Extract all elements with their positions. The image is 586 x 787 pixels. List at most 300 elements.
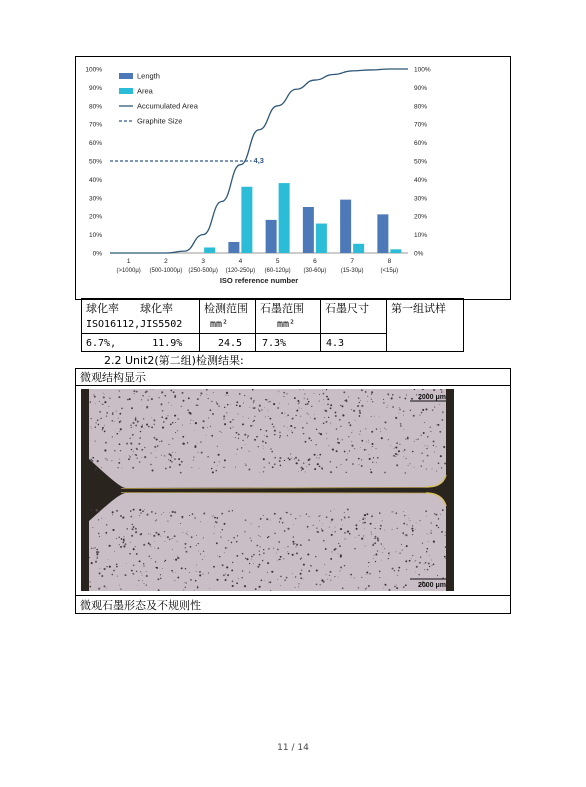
graphite-particle — [203, 551, 204, 552]
graphite-particle — [374, 542, 376, 544]
bar-area — [279, 183, 290, 253]
graphite-particle — [379, 577, 380, 578]
graphite-particle — [183, 532, 184, 533]
graphite-particle — [347, 531, 349, 533]
graphite-particle — [230, 427, 231, 428]
graphite-particle — [140, 431, 141, 432]
graphite-particle — [377, 539, 378, 540]
graphite-particle — [170, 390, 172, 392]
graphite-particle — [185, 547, 186, 548]
graphite-particle — [172, 549, 173, 550]
graphite-particle — [330, 580, 331, 581]
graphite-particle — [263, 446, 264, 447]
graphite-particle — [236, 582, 238, 584]
graphite-particle — [425, 562, 427, 564]
graphite-particle — [359, 402, 360, 403]
graphite-particle — [126, 563, 127, 564]
graphite-particle — [245, 558, 246, 559]
micrograph-edge-bottom — [121, 493, 426, 494]
legend-label: Graphite Size — [137, 116, 183, 126]
graphite-particle — [411, 398, 413, 400]
legend-label: Area — [137, 86, 153, 96]
graphite-particle — [105, 532, 107, 534]
x-tick-label: 5 — [275, 258, 280, 265]
graphite-particle — [231, 569, 233, 571]
graphite-particle — [384, 428, 385, 429]
graphite-particle — [111, 460, 112, 461]
graphite-particle — [353, 410, 355, 412]
graphite-particle — [227, 404, 229, 406]
graphite-particle — [194, 517, 196, 519]
graphite-particle — [180, 523, 181, 524]
graphite-particle — [340, 426, 341, 427]
graphite-particle — [119, 390, 120, 391]
graphite-particle — [224, 552, 225, 553]
graphite-particle — [121, 538, 123, 540]
graphite-particle — [130, 438, 131, 439]
graphite-particle — [146, 406, 148, 408]
graphite-particle — [426, 469, 427, 470]
graphite-particle — [170, 515, 172, 517]
graphite-particle — [126, 443, 128, 445]
graphite-particle — [269, 401, 270, 402]
graphite-particle — [99, 572, 101, 574]
graphite-particle — [387, 393, 389, 395]
graphite-particle — [182, 425, 183, 426]
graphite-particle — [375, 561, 376, 562]
graphite-particle — [323, 399, 324, 400]
graphite-particle — [120, 515, 122, 517]
graphite-particle — [249, 572, 250, 573]
graphite-particle — [323, 393, 325, 395]
graphite-particle — [177, 577, 179, 579]
graphite-particle — [138, 580, 139, 581]
graphite-particle — [197, 586, 198, 587]
graphite-particle — [286, 416, 287, 417]
graphite-particle — [277, 560, 278, 561]
graphite-particle — [135, 418, 136, 419]
graphite-particle — [436, 525, 438, 527]
graphite-particle — [239, 393, 241, 395]
graphite-particle — [380, 428, 381, 429]
graphite-particle — [394, 570, 395, 571]
x-tick-sublabel: (<15μ) — [380, 268, 399, 274]
graphite-particle — [98, 533, 100, 535]
graphite-particle — [396, 552, 397, 553]
graphite-particle — [250, 538, 251, 539]
graphite-particle — [235, 467, 236, 468]
graphite-particle — [268, 582, 269, 583]
graphite-particle — [344, 512, 345, 513]
graphite-particle — [376, 462, 377, 463]
graphite-particle — [172, 422, 174, 424]
graphite-particle — [196, 404, 198, 406]
graphite-particle — [271, 571, 273, 573]
graphite-particle — [318, 433, 319, 434]
graphite-particle — [350, 424, 352, 426]
graphite-particle — [97, 556, 98, 557]
graphite-particle — [208, 418, 209, 419]
graphite-particle — [90, 459, 92, 461]
graphite-particle — [342, 439, 343, 440]
graphite-particle — [422, 409, 424, 411]
graphite-particle — [332, 519, 333, 520]
graphite-particle — [99, 472, 100, 473]
graphite-particle — [432, 410, 433, 411]
graphite-particle — [435, 514, 437, 516]
graphite-particle — [433, 389, 435, 391]
graphite-particle — [292, 554, 294, 556]
graphite-particle — [406, 458, 407, 459]
graphite-particle — [264, 467, 265, 468]
graphite-particle — [384, 421, 386, 423]
graphite-particle — [249, 407, 250, 408]
graphite-particle — [434, 407, 435, 408]
micrograph-upper-region — [89, 389, 446, 488]
graphite-particle — [133, 526, 135, 528]
graphite-particle — [392, 529, 393, 530]
graphite-particle — [404, 534, 405, 535]
graphite-particle — [220, 431, 221, 432]
graphite-particle — [437, 575, 438, 576]
graphite-particle — [298, 459, 300, 461]
graphite-particle — [358, 535, 359, 536]
graphite-particle — [296, 552, 298, 554]
graphite-particle — [426, 551, 427, 552]
graphite-particle — [372, 446, 373, 447]
graphite-particle — [223, 415, 225, 417]
legend-label: Accumulated Area — [137, 101, 198, 111]
graphite-particle — [197, 405, 198, 406]
graphite-particle — [210, 426, 211, 427]
graphite-particle — [351, 441, 352, 442]
graphite-particle — [342, 525, 343, 526]
graphite-particle — [185, 543, 187, 545]
graphite-particle — [394, 586, 396, 588]
graphite-particle — [441, 392, 442, 393]
graphite-particle — [223, 574, 225, 576]
graphite-particle — [135, 454, 137, 456]
graphite-particle — [290, 453, 291, 454]
graphite-particle — [328, 417, 329, 418]
graphite-particle — [347, 508, 349, 510]
graphite-particle — [330, 461, 332, 463]
graphite-particle — [293, 524, 294, 525]
graphite-particle — [180, 472, 182, 474]
graphite-particle — [251, 556, 253, 558]
graphite-particle — [182, 518, 183, 519]
graphite-particle — [444, 556, 446, 558]
graphite-particle — [303, 564, 305, 566]
graphite-particle — [263, 549, 264, 550]
graphite-particle — [228, 540, 229, 541]
graphite-particle — [329, 575, 330, 576]
graphite-particle — [309, 516, 310, 517]
graphite-particle — [349, 533, 351, 535]
x-tick-sublabel: (15-30μ) — [340, 268, 364, 274]
graphite-particle — [393, 512, 394, 513]
graphite-particle — [296, 544, 298, 546]
graphite-particle — [102, 518, 103, 519]
graphite-particle — [142, 457, 143, 458]
graphite-particle — [381, 437, 383, 439]
graphite-particle — [399, 397, 401, 399]
graphite-particle — [268, 416, 269, 417]
table1-header-sample-group: 第一组试样 — [391, 302, 446, 315]
graphite-particle — [238, 578, 239, 579]
graphite-particle — [267, 399, 268, 400]
graphite-particle — [201, 452, 203, 454]
graphite-particle — [119, 544, 120, 545]
graphite-particle — [360, 431, 361, 432]
graphite-particle — [381, 543, 382, 544]
graphite-particle — [232, 581, 234, 583]
graphite-particle — [385, 584, 387, 586]
graphite-particle — [256, 545, 258, 547]
graphite-particle — [91, 509, 93, 511]
graphite-particle — [245, 463, 246, 464]
graphite-particle — [235, 437, 236, 438]
y-tick-label-right: 0% — [414, 250, 424, 258]
graphite-particle — [154, 548, 155, 549]
graphite-particle — [377, 550, 378, 551]
graphite-particle — [410, 410, 411, 411]
graphite-particle — [247, 435, 248, 436]
graphite-particle — [153, 419, 155, 421]
graphite-particle — [327, 579, 328, 580]
graphite-particle — [186, 551, 188, 553]
graphite-particle — [131, 407, 133, 409]
graphite-particle — [368, 562, 369, 563]
graphite-particle — [362, 518, 364, 520]
graphite-particle — [274, 513, 276, 515]
graphite-particle — [97, 460, 99, 462]
graphite-particle — [99, 512, 100, 513]
graphite-particle — [194, 430, 195, 431]
graphite-particle — [119, 585, 120, 586]
graphite-particle — [405, 398, 407, 400]
graphite-particle — [287, 427, 288, 428]
graphite-particle — [269, 462, 270, 463]
graphite-particle — [170, 424, 172, 426]
graphite-particle — [286, 577, 288, 579]
y-tick-label-left: 90% — [88, 84, 102, 92]
graphite-particle — [189, 412, 191, 414]
graphite-particle — [403, 415, 404, 416]
graphite-particle — [102, 427, 104, 429]
graphite-particle — [398, 450, 400, 452]
graphite-particle — [157, 547, 159, 549]
graphite-particle — [344, 451, 346, 453]
table1-value-range: 24.5 — [218, 338, 243, 349]
graphite-particle — [273, 426, 275, 428]
graphite-particle — [382, 552, 383, 553]
graphite-particle — [405, 472, 406, 473]
graphite-particle — [146, 571, 147, 572]
graphite-particle — [309, 464, 311, 466]
graphite-particle — [102, 404, 103, 405]
graphite-particle — [224, 523, 226, 525]
graphite-particle — [441, 531, 443, 533]
graphite-particle — [228, 511, 229, 512]
graphite-particle — [361, 577, 362, 578]
graphite-particle — [388, 439, 389, 440]
graphite-particle — [330, 558, 332, 560]
graphite-particle — [268, 402, 269, 403]
graphite-particle — [156, 438, 158, 440]
graphite-particle — [203, 574, 204, 575]
graphite-particle — [175, 432, 176, 433]
graphite-particle — [296, 546, 297, 547]
graphite-particle — [120, 420, 121, 421]
graphite-particle — [306, 513, 307, 514]
graphite-particle — [144, 509, 145, 510]
graphite-particle — [259, 550, 260, 551]
graphite-particle — [415, 529, 416, 530]
graphite-particle — [226, 566, 228, 568]
graphite-particle — [156, 519, 157, 520]
graphite-particle — [187, 531, 188, 532]
graphite-particle — [431, 560, 432, 561]
graphite-particle — [314, 393, 315, 394]
graphite-particle — [361, 440, 363, 442]
graphite-particle — [211, 468, 213, 470]
graphite-particle — [393, 455, 395, 457]
graphite-particle — [279, 457, 281, 459]
graphite-particle — [430, 532, 432, 534]
graphite-particle — [279, 432, 281, 434]
graphite-particle — [96, 549, 98, 551]
graphite-particle — [332, 532, 333, 533]
graphite-particle — [197, 443, 198, 444]
graphite-particle — [165, 417, 167, 419]
graphite-particle — [412, 534, 413, 535]
graphite-particle — [99, 536, 100, 537]
graphite-particle — [222, 529, 223, 530]
graphite-particle — [137, 458, 138, 459]
graphite-particle — [400, 423, 402, 425]
graphite-particle — [140, 512, 142, 514]
graphite-particle — [332, 551, 333, 552]
graphite-particle — [236, 454, 237, 455]
graphite-particle — [137, 585, 138, 586]
graphite-particle — [434, 513, 435, 514]
graphite-particle — [155, 450, 156, 451]
graphite-particle — [143, 565, 144, 566]
graphite-particle — [119, 459, 120, 460]
graphite-particle — [161, 441, 162, 442]
graphite-particle — [212, 413, 214, 415]
graphite-particle — [303, 433, 305, 435]
graphite-particle — [280, 465, 282, 467]
graphite-particle — [268, 548, 270, 550]
graphite-particle — [330, 404, 332, 406]
graphite-particle — [318, 455, 319, 456]
graphite-particle — [129, 456, 130, 457]
graphite-particle — [264, 435, 265, 436]
graphite-particle — [242, 570, 243, 571]
graphite-particle — [284, 580, 285, 581]
graphite-particle — [123, 536, 124, 537]
graphite-particle — [290, 514, 291, 515]
graphite-particle — [399, 444, 400, 445]
graphite-particle — [132, 422, 134, 424]
graphite-particle — [371, 443, 373, 445]
graphite-particle — [429, 566, 430, 567]
graphite-particle — [441, 390, 442, 391]
graphite-particle — [339, 419, 341, 421]
graphite-particle — [196, 535, 197, 536]
graphite-particle — [256, 436, 258, 438]
graphite-particle — [216, 542, 218, 544]
graphite-particle — [426, 448, 427, 449]
graphite-particle — [292, 418, 294, 420]
graphite-particle — [403, 511, 404, 512]
graphite-particle — [269, 581, 271, 583]
table1-header-range-unit: mm² — [210, 319, 229, 330]
graphite-particle — [177, 557, 179, 559]
graphite-particle — [386, 407, 387, 408]
graphite-particle — [430, 431, 431, 432]
graphite-particle — [408, 518, 409, 519]
graphite-particle — [327, 398, 329, 400]
graphite-particle — [165, 541, 166, 542]
graphite-particle — [123, 545, 125, 547]
graphite-particle — [242, 423, 244, 425]
graphite-particle — [418, 574, 420, 576]
graphite-particle — [236, 541, 238, 543]
graphite-particle — [293, 543, 295, 545]
graphite-particle — [262, 560, 263, 561]
graphite-particle — [301, 557, 302, 558]
graphite-particle — [412, 530, 414, 532]
graphite-particle — [370, 471, 372, 473]
table1-value-spheroidization: 6.7%, 11.9% — [86, 338, 183, 349]
graphite-particle — [113, 570, 115, 572]
graphite-particle — [161, 403, 163, 405]
graphite-particle — [213, 566, 215, 568]
graphite-particle — [317, 463, 319, 465]
graphite-particle — [236, 405, 238, 407]
graphite-particle — [190, 420, 191, 421]
graphite-particle — [298, 583, 299, 584]
graphite-particle — [343, 391, 345, 393]
graphite-particle — [351, 409, 352, 410]
graphite-particle — [421, 412, 423, 414]
graphite-particle — [344, 565, 346, 567]
graphite-particle — [395, 417, 397, 419]
graphite-particle — [307, 413, 308, 414]
x-tick-label: 2 — [164, 258, 168, 265]
graphite-particle — [399, 407, 400, 408]
graphite-particle — [130, 442, 132, 444]
graphite-particle — [300, 573, 302, 575]
graphite-particle — [120, 450, 121, 451]
y-tick-label-left: 60% — [88, 140, 102, 148]
graphite-particle — [140, 571, 141, 572]
graphite-particle — [360, 400, 361, 401]
graphite-particle — [319, 520, 320, 521]
graphite-particle — [444, 463, 446, 465]
graphite-particle — [427, 446, 428, 447]
graphite-particle — [324, 564, 325, 565]
graphite-particle — [277, 579, 278, 580]
graphite-particle — [375, 554, 377, 556]
y-tick-label-right: 10% — [414, 232, 428, 240]
graphite-particle — [273, 403, 275, 405]
graphite-particle — [279, 460, 281, 462]
graphite-particle — [90, 586, 92, 588]
